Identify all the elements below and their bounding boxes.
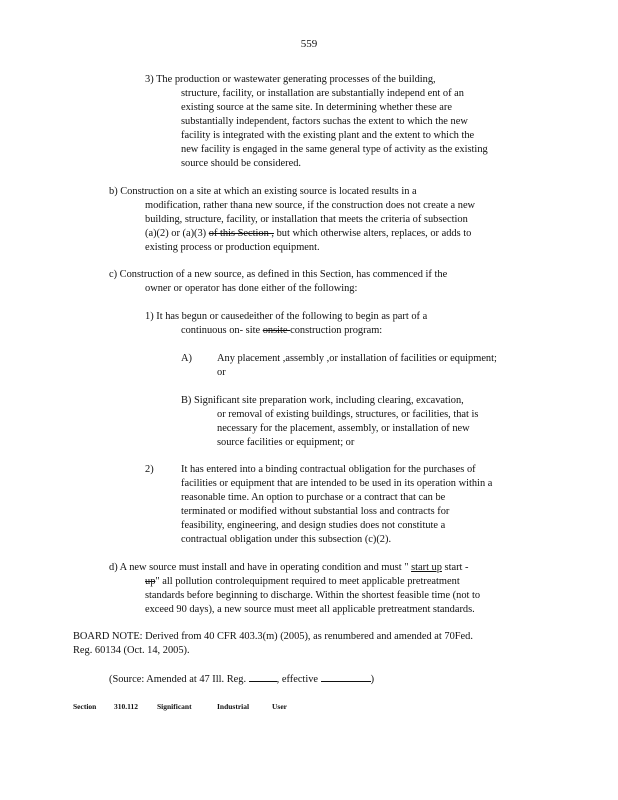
struck-text: up	[145, 576, 156, 587]
item-c2-line: terminated or modified without substantial loss and contracts for	[181, 506, 450, 517]
item-b-line: existing process or production equipment.	[145, 242, 320, 253]
item-c-line: c) Construction of a new source, as defined in this Section, has commenced if the	[109, 269, 448, 280]
source-note-text: , effective	[276, 674, 321, 685]
item-c1-text: continuous on- site	[181, 325, 263, 336]
item-b-line: building, structure, facility, or installation that meets the criteria of subsection	[145, 214, 468, 225]
section-title-word: Industrial	[217, 702, 250, 711]
item-3-line: facility is integrated with the existing plant and the extent to which the	[181, 130, 475, 141]
item-marker: 2)	[145, 464, 154, 475]
item-c1-b-line: source facilities or equipment; or	[217, 437, 355, 448]
item-marker: A)	[181, 353, 192, 364]
item-c1-b-line: B) Significant site preparation work, including clearing, excavation,	[181, 395, 464, 406]
item-b-text: (a)(2) or (a)(3)	[145, 228, 209, 239]
underlined-text: start up	[411, 562, 442, 573]
item-c1-text: construction program:	[290, 325, 383, 336]
section-title-word: Significant	[157, 702, 192, 711]
item-c1-line	[181, 324, 382, 338]
item-d-text: start -	[441, 562, 469, 573]
item-b-text: but which otherwise alters, replaces, or adds to	[273, 228, 472, 239]
item-c2-line: It has entered into a binding contractual obligation for the purchases of	[181, 464, 476, 475]
item-c1-a-line: Any placement ,assembly ,or installation of facilities or equipment;	[217, 353, 497, 364]
item-c1-b-line: necessary for the placement, assembly, or installation of new	[217, 423, 470, 434]
source-note	[109, 672, 374, 687]
item-d-line: exceed 90 days), a new source must meet all applicable pretreatment standards.	[145, 604, 475, 615]
item-b-line: b) Construction on a site at which an existing source is located results in a	[109, 186, 417, 197]
blank-line	[321, 672, 371, 682]
item-d-line	[145, 575, 460, 589]
item-b-line: modification, rather thana new source, if the construction does not create a new	[145, 200, 476, 211]
item-c1-line: 1) It has begun or causedeither of the following to begin as part of a	[145, 311, 428, 322]
item-d-line	[109, 561, 469, 575]
item-c2-line: feasibility, engineering, and design studies does not constitute a	[181, 520, 446, 531]
item-3-line: structure, facility, or installation are substantially independ ent of an	[181, 88, 464, 99]
item-c2-line: facilities or equipment that are intended to be used in its operation within a	[181, 478, 493, 489]
struck-text: onsite	[262, 325, 291, 336]
item-d-line: standards before beginning to discharge. Within the shortest feasible time (not to	[145, 590, 481, 601]
source-note-text: )	[370, 674, 375, 685]
section-number: 310.112	[114, 702, 138, 711]
board-note-line: BOARD NOTE: Derived from 40 CFR 403.3(m) (2005), as renumbered and amended at 70Fed.	[73, 631, 473, 642]
item-c1-b-line: or removal of existing buildings, structures, or facilities, that is	[217, 409, 479, 420]
section-title-word: User	[272, 702, 287, 711]
item-3-line: new facility is engaged in the same general type of activity as the existing	[181, 144, 488, 155]
board-note-line: Reg. 60134 (Oct. 14, 2005).	[73, 645, 190, 656]
struck-text: of this Section ,	[208, 228, 274, 239]
item-c-line: owner or operator has done either of the following:	[145, 283, 358, 294]
item-3-line: source should be considered.	[181, 158, 302, 169]
item-d-text: " all pollution controlequipment required to meet applicable pretreatment	[155, 576, 460, 587]
source-note-text: (Source: Amended at 47 Ill. Reg.	[109, 674, 249, 685]
item-b-line	[145, 227, 471, 241]
item-3-line: substantially independent, factors suchas the extent to which the new	[181, 116, 468, 127]
page-number: 559	[300, 38, 318, 50]
section-label: Section	[73, 702, 97, 711]
item-d-text: d) A new source must install and have in operating condition and must "	[109, 562, 412, 573]
item-c2-line: reasonable time. An option to purchase or a contract that can be	[181, 492, 446, 503]
item-c2-line: contractual obligation under this subsection (c)(2).	[181, 534, 392, 545]
blank-line	[249, 672, 277, 682]
item-3-line: existing source at the same site. In determining whether these are	[181, 102, 452, 113]
item-c1-a-line: or	[217, 367, 226, 378]
item-3-line: 3) The production or wastewater generating processes of the building,	[145, 74, 436, 85]
